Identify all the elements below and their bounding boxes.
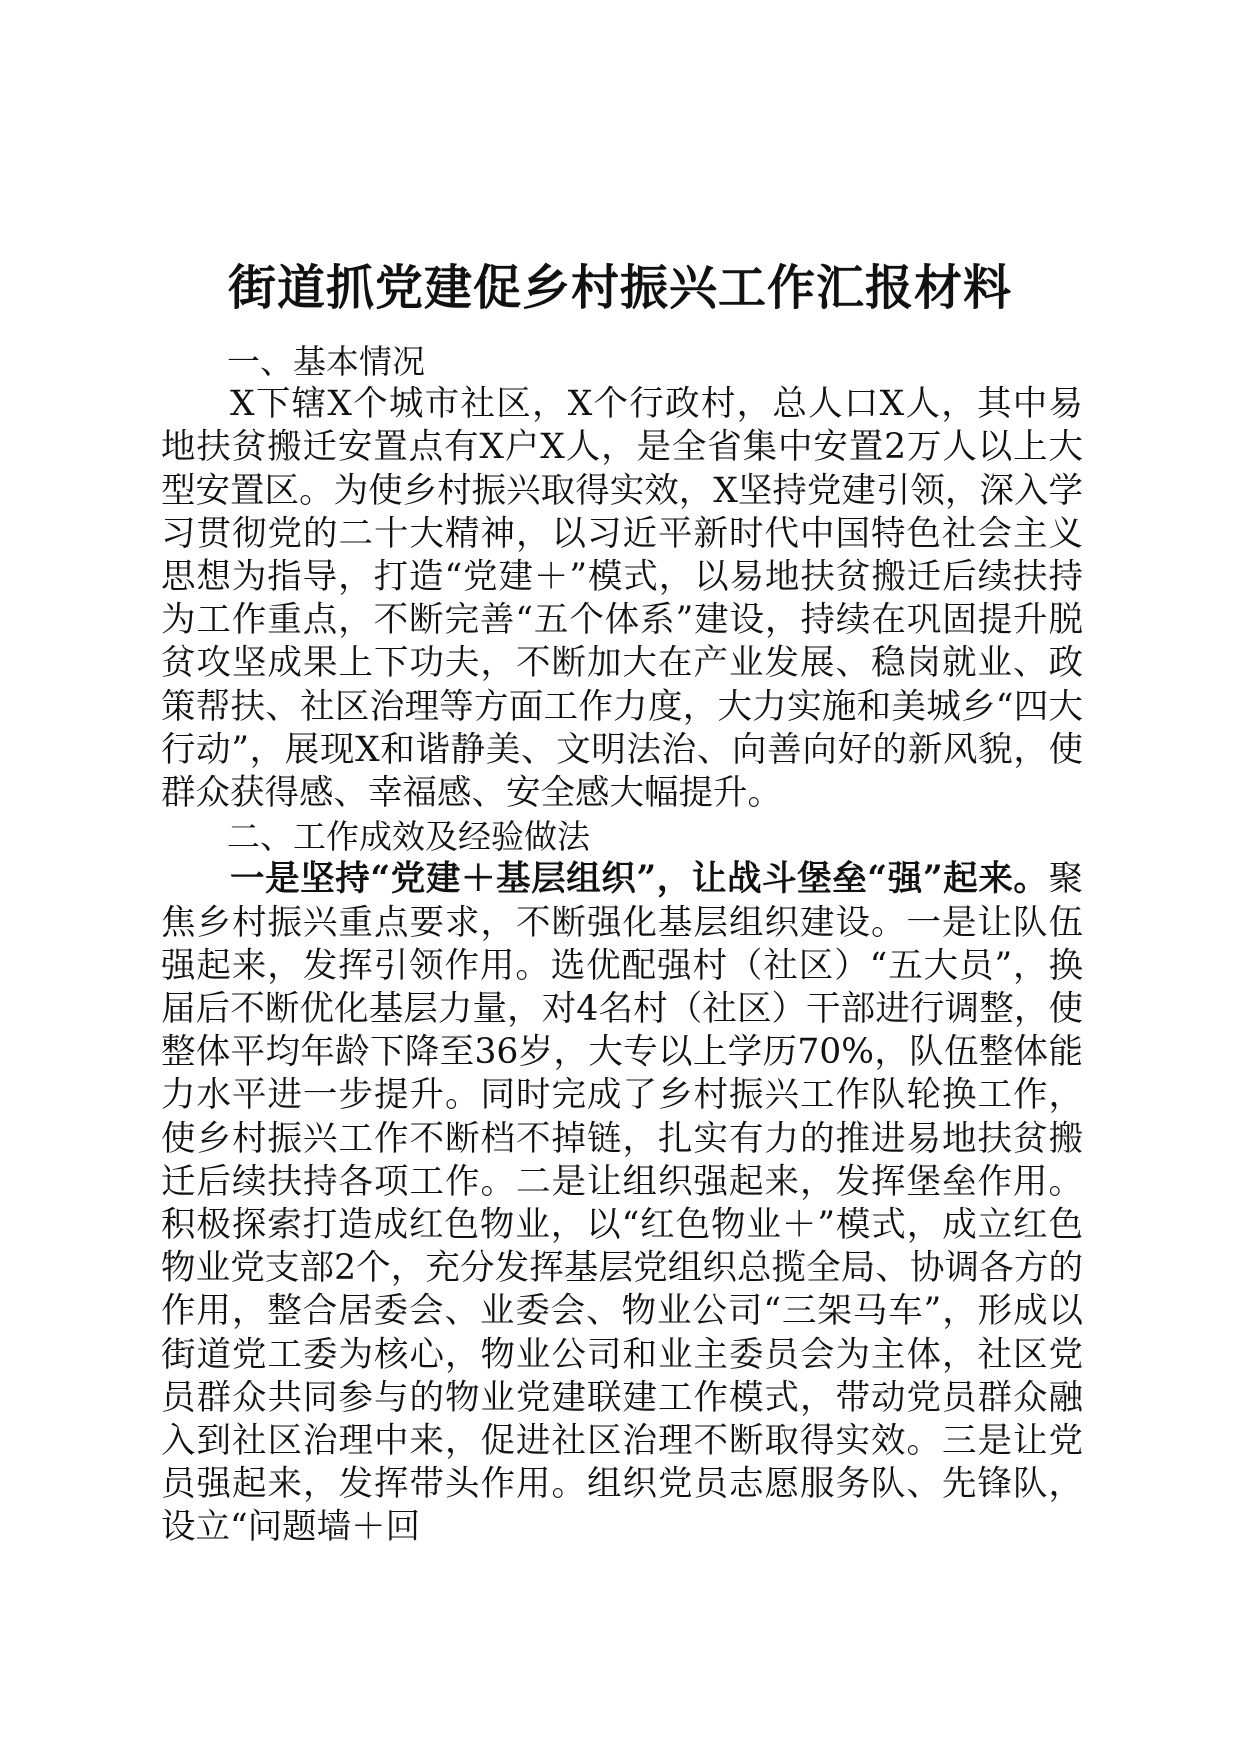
paragraph-text: X下辖X个城市社区，X个行政村，总人口X人，其中易地扶贫搬迁安置点有X户X人，是全省集中安置2万人以上大型安置区。为使乡村振兴取得实效，X坚持党建引领，深入学习贯彻党的二十大精神，以习近平新时代中国特色社会主义思想为指导，打造“党建＋”模式，以易地扶贫搬迁后续扶持为工作重点，不断完善“五个体系”建设，持续在巩固提升脱贫攻坚成果上下功夫，不断加大在产业发展、稳岗就业、政策帮扶、社区治理等方面工作力度，大力实施和美城乡“四大行动”，展现X和谐静美、文明法治、向善向好的新风貌，使群众获得感、幸福感、安全感大幅提升。 <box>161 384 1083 814</box>
document-title: 街道抓党建促乡村振兴工作汇报材料 <box>227 260 1012 316</box>
paragraph-party-building-grassroots <box>161 858 1083 1549</box>
paragraph-text: 聚焦乡村振兴重点要求，不断强化基层组织建设。一是让队伍强起来，发挥引领作用。选优配强村（社区）“五大员”，换届后不断优化基层力量，对4名村（社区）干部进行调整，使整体平均年龄下降至36岁，大专以上学历70%，队伍整体能力水平进一步提升。同时完成了乡村振兴工作队轮换工作，使乡村振兴工作不断档不掉链，扎实有力的推进易地扶贫搬迁后续扶持各项工作。二是让组织强起来，发挥堡垒作用。积极探索打造成红色物业，以“红色物业＋”模式，成立红色物业党支部2个，充分发挥基层党组织总揽全局、协调各方的作用，整合居委会、业委会、物业公司“三架马车”，形成以街道党工委为核心，物业公司和业主委员会为主体，社区党员群众共同参与的物业党建联建工作模式，带动党员群众融入到社区治理中来，促进社区治理不断取得实效。三是让党员强起来，发挥带头作用。组织党员志愿服务队、先锋队，设立“问题墙＋回 <box>161 859 1083 1548</box>
section-heading-basic-situation: 一、基本情况 <box>227 342 425 381</box>
section-heading-achievements: 二、工作成效及经验做法 <box>227 817 590 857</box>
paragraph-basic-situation <box>161 383 1083 815</box>
paragraph-lead: 一是坚持“党建＋基层组织”，让战斗堡垒“强”起来。 <box>230 859 1049 900</box>
document-body <box>161 340 1083 1550</box>
